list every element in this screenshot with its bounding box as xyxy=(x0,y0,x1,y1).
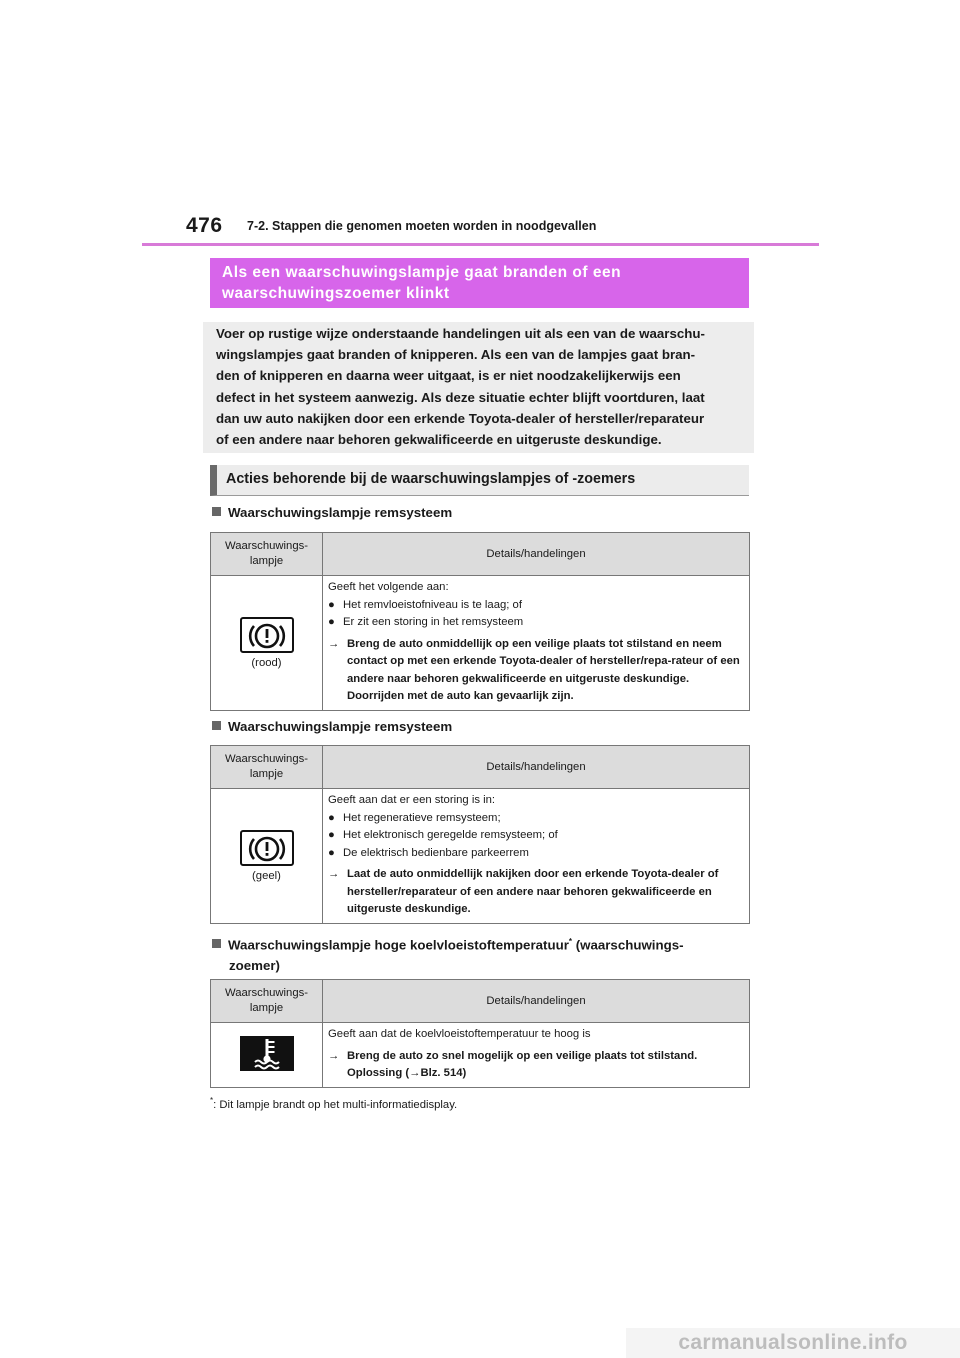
square-bullet-icon xyxy=(212,721,221,730)
warning-table-brake-red xyxy=(210,532,750,711)
details-cell xyxy=(323,1023,750,1088)
header-details: Details/handelingen xyxy=(323,746,750,789)
table-heading-text: zoemer) xyxy=(229,958,280,974)
table-heading-text: Waarschuwingslampje hoge koelvloeistoftemperatuur xyxy=(228,937,569,953)
details-intro: Geeft aan dat de koelvloeistoftemperatuur te hoog is xyxy=(328,1028,591,1040)
header-line: Waarschuwings- xyxy=(224,753,309,765)
table-heading-text: (waarschuwings- xyxy=(572,937,684,953)
brake-warning-icon xyxy=(240,830,294,866)
coolant-temperature-icon xyxy=(240,1036,294,1071)
intro-line: Voer op rustige wijze onderstaande handelingen uit als een van de waarschu- xyxy=(216,326,705,341)
bullet-item xyxy=(328,827,745,845)
bullet-item xyxy=(328,614,745,632)
details-cell xyxy=(323,789,750,924)
table-header-row xyxy=(211,533,750,576)
bullet-item xyxy=(328,810,745,828)
arrow-right-icon: → xyxy=(328,637,340,650)
header-line: Waarschuwings- xyxy=(224,540,309,552)
bullet-text: De elektrisch bedienbare parkeerrem xyxy=(343,846,529,859)
bullet-dot-icon: ● xyxy=(328,811,335,824)
action-text: Laat de auto onmiddellijk nakijken door een erkende Toyota-dealer of hersteller/reparateur of een andere naar behoren gekwalificeerde en uitgeruste deskundige. xyxy=(347,868,719,915)
table-header-row xyxy=(211,980,750,1023)
details-intro: Geeft aan dat er een storing is in: xyxy=(328,794,496,806)
bullet-text: Het regeneratieve remsysteem; xyxy=(343,811,501,824)
chapter-banner-line-2: waarschuwingszoemer klinkt xyxy=(222,285,450,302)
watermark: carmanualsonline.info xyxy=(626,1328,960,1358)
footnote-marker: * xyxy=(210,1096,214,1105)
chapter-banner xyxy=(210,258,749,308)
footnote-text: : Dit lampje brandt op het multi-informatiedisplay. xyxy=(213,1098,458,1111)
brake-warning-icon xyxy=(240,617,294,653)
square-bullet-icon xyxy=(212,939,221,948)
header-warning-lamp xyxy=(211,533,323,576)
action-item xyxy=(328,866,745,919)
intro-line: den of knipperen en daarna weer uitgaat, is er niet noodzakelijkerwijs een xyxy=(216,368,681,384)
subsection-title: Acties behorende bij de waarschuwingslampjes of -zoemers xyxy=(210,465,749,496)
icon-cell xyxy=(211,576,323,711)
table-heading-coolant xyxy=(212,931,684,976)
details-intro: Geeft het volgende aan: xyxy=(328,581,449,593)
header-details: Details/handelingen xyxy=(323,533,750,576)
icon-cell xyxy=(211,1023,323,1088)
details-cell xyxy=(323,576,750,711)
icon-caption: (geel) xyxy=(252,870,281,882)
table-heading-brake-red xyxy=(212,502,452,523)
icon-caption: (rood) xyxy=(251,657,282,669)
header-details: Details/handelingen xyxy=(323,980,750,1023)
header-warning-lamp xyxy=(211,980,323,1023)
page-reference-link[interactable]: Blz. 514 xyxy=(420,1067,463,1079)
chapter-banner-line-1: Als een waarschuwingslampje gaat branden of een xyxy=(222,264,622,281)
warning-table-brake-yellow xyxy=(210,745,750,924)
header-line: Waarschuwings- xyxy=(224,987,309,999)
bullet-text: Het remvloeistofniveau is te laag; of xyxy=(343,598,522,611)
footnote xyxy=(210,1096,457,1111)
section-title: 7-2. Stappen die genomen moeten worden in noodgevallen xyxy=(247,219,597,233)
bullet-text: Het elektronisch geregelde remsysteem; of xyxy=(343,829,558,841)
action-item xyxy=(328,636,745,706)
arrow-right-icon: → xyxy=(409,1067,421,1079)
table-heading-text: Waarschuwingslampje remsysteem xyxy=(228,505,453,520)
intro-box xyxy=(203,322,754,453)
arrow-right-icon: → xyxy=(328,868,340,880)
bullet-dot-icon: ● xyxy=(328,829,335,841)
table-row xyxy=(211,576,750,711)
action-text: Breng de auto onmiddellijk op een veilige plaats tot stilstand en neem contact op met een erkende Toyota-dealer of hersteller/repa-rateur of een andere naar behoren gekwalificeerde en uitgeruste deskundige. Doorrijden met de auto kan gevaarlijk zijn. xyxy=(347,637,740,702)
bullet-dot-icon: ● xyxy=(328,846,335,859)
bullet-dot-icon: ● xyxy=(328,598,335,611)
action-text: Breng de auto zo snel mogelijk op een veilige plaats tot stilstand. xyxy=(347,1049,698,1062)
bullet-text: Er zit een storing in het remsysteem xyxy=(343,616,524,628)
table-heading-text: Waarschuwingslampje remsysteem xyxy=(228,719,453,734)
action-text: ) xyxy=(462,1067,467,1079)
icon-cell xyxy=(211,789,323,924)
header-rule xyxy=(142,243,819,246)
bullet-dot-icon: ● xyxy=(328,616,335,628)
warning-table-coolant xyxy=(210,979,750,1088)
intro-line: defect in het systeem aanwezig. Als deze situatie echter blijft voortduren, laat xyxy=(216,389,705,405)
intro-line: wingslampjes gaat branden of knipperen. Als een van de lampjes gaat bran- xyxy=(216,347,696,363)
bullet-item xyxy=(328,845,745,863)
action-item xyxy=(328,1048,745,1083)
header-line: lampje xyxy=(249,1002,284,1014)
footnote-marker: * xyxy=(568,937,572,946)
intro-line: dan uw auto nakijken door een erkende Toyota-dealer of hersteller/reparateur xyxy=(216,410,705,426)
arrow-right-icon: → xyxy=(328,1049,340,1062)
table-row xyxy=(211,789,750,924)
table-header-row xyxy=(211,746,750,789)
square-bullet-icon xyxy=(212,507,221,516)
bullet-item xyxy=(328,597,745,615)
action-text: Oplossing ( xyxy=(347,1067,410,1079)
header-line: lampje xyxy=(249,555,284,567)
header-line: lampje xyxy=(249,768,284,780)
page-number: 476 xyxy=(186,214,223,237)
table-heading-brake-yellow xyxy=(212,716,452,737)
table-row xyxy=(211,1023,750,1088)
header-warning-lamp xyxy=(211,746,323,789)
intro-line: of een andere naar behoren gekwalificeerde en uitgeruste deskundige. xyxy=(216,432,662,448)
